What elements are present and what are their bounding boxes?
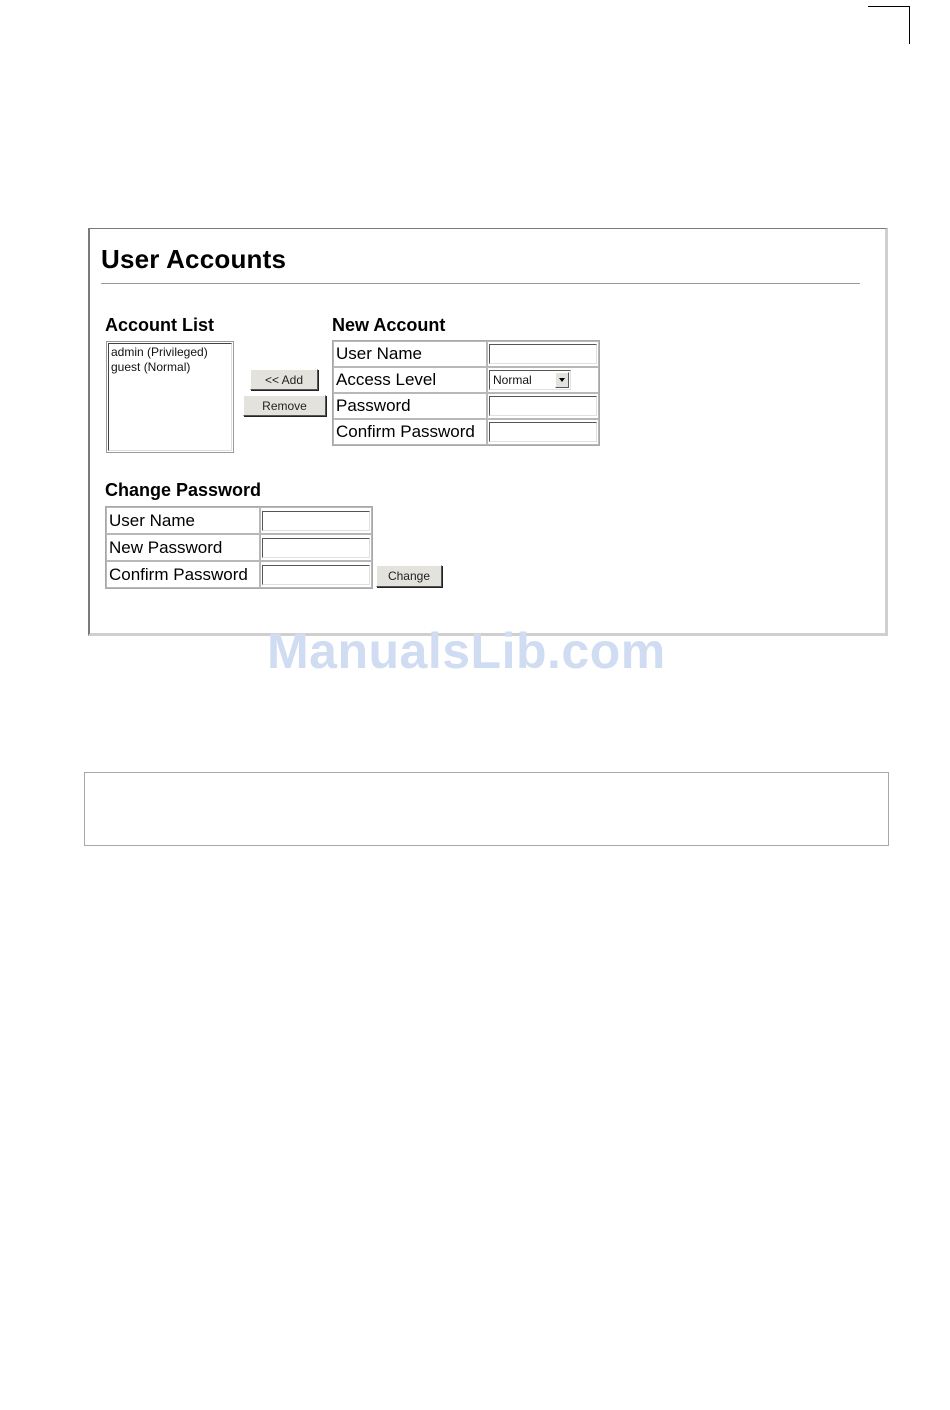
new-account-title: New Account [332,315,446,335]
change-password-new-password-label: New Password [106,534,260,561]
account-list-item-admin[interactable]: admin (Privileged) [111,345,208,359]
account-list-item-guest[interactable]: guest (Normal) [111,360,191,374]
add-button[interactable]: << Add [250,369,318,390]
remove-button[interactable]: Remove [243,395,326,416]
change-password-user-name-input[interactable] [262,511,370,531]
new-account-confirm-password-input[interactable] [489,422,597,442]
change-password-new-password-input[interactable] [262,538,370,558]
new-account-user-name-label: User Name [333,341,487,367]
new-account-confirm-password-label: Confirm Password [333,419,487,445]
account-listbox[interactable] [106,341,234,453]
crop-mark-horizontal [868,6,910,7]
new-account-user-name-input[interactable] [489,344,597,364]
page-title: User Accounts [101,244,287,274]
crop-mark-vertical [909,6,910,44]
account-list-title: Account List [105,315,215,335]
change-password-title: Change Password [105,480,262,500]
new-account-password-label: Password [333,393,487,419]
access-level-select[interactable] [489,370,571,390]
empty-note-box [84,772,889,846]
change-button[interactable]: Change [376,565,442,587]
change-password-user-name-label: User Name [106,507,260,534]
title-divider [101,283,860,284]
new-account-access-level-label: Access Level [333,367,487,393]
watermark: ManualsLib.com [267,623,666,679]
new-account-password-input[interactable] [489,396,597,416]
change-password-form [105,506,373,589]
dropdown-arrow-icon[interactable] [555,372,569,388]
change-password-confirm-password-label: Confirm Password [106,561,260,588]
change-password-confirm-password-input[interactable] [262,565,370,585]
new-account-form [332,340,600,446]
access-level-selected-value: Normal [493,373,532,387]
